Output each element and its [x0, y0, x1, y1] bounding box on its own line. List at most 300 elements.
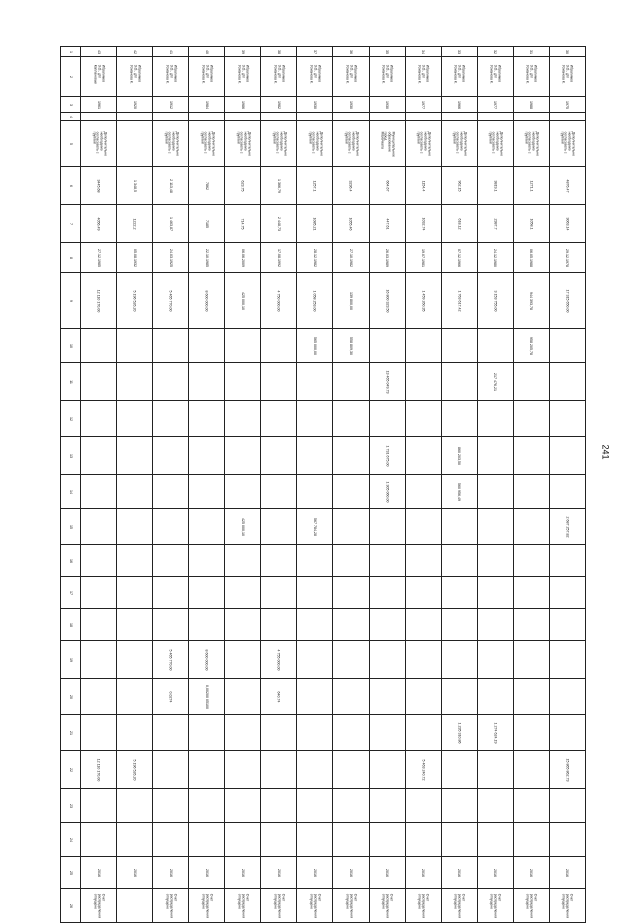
- table-cell: [81, 167, 117, 205]
- field-row-25: [61, 857, 586, 889]
- table-cell: [441, 475, 477, 509]
- table-cell: [441, 609, 477, 641]
- table-cell: [261, 577, 297, 609]
- table-cell: [81, 823, 117, 857]
- table-cell: [549, 889, 585, 923]
- table-cell: [297, 121, 333, 167]
- cell-value-desc: Дополнительно необходимо согласовать с группой: [560, 131, 576, 156]
- table-cell: [513, 679, 549, 715]
- table-cell: [225, 475, 261, 509]
- table-cell: [225, 789, 261, 823]
- column-number-cell: [61, 363, 81, 401]
- table-cell: [297, 243, 333, 273]
- table-cell: [153, 205, 189, 243]
- cell-value-c9: 16 800 323,50: [385, 289, 390, 312]
- table-cell: [81, 121, 117, 167]
- table-cell: [261, 97, 297, 113]
- table-cell: [513, 205, 549, 243]
- table-cell: [297, 545, 333, 577]
- table-cell: [369, 789, 405, 823]
- column-number: 23: [68, 803, 73, 808]
- table-cell: [549, 401, 585, 437]
- table-cell: [297, 823, 333, 857]
- table-cell: [189, 509, 225, 545]
- table-cell: [477, 889, 513, 923]
- table-cell: [513, 475, 549, 509]
- cell-value-c26: Счет распределения отпущено: [562, 893, 575, 918]
- table-cell: [189, 641, 225, 679]
- cell-value-c25: 2016: [168, 868, 173, 877]
- cell-value-c6: 1 366,79: [276, 178, 281, 193]
- cell-value-c8: 24.12.1980: [493, 248, 498, 267]
- cell-value-c9: 8 600 000,00: [204, 290, 209, 311]
- column-number-cell: [61, 47, 81, 57]
- table-cell: [405, 751, 441, 789]
- table-cell: [405, 857, 441, 889]
- cell-value-c9: 3 153 755,00: [493, 290, 498, 311]
- table-cell: [225, 751, 261, 789]
- table-cell: [153, 273, 189, 329]
- table-cell: [225, 823, 261, 857]
- cell-value-year: 1977: [493, 100, 498, 109]
- table-cell: [81, 273, 117, 329]
- cell-value-c26: Счет распределения отпущено: [382, 893, 394, 918]
- cell-value-c19: 5 465 770,00: [168, 649, 173, 670]
- cell-value-c8: 24.03.1925: [168, 248, 173, 267]
- table-cell: [297, 437, 333, 475]
- table-cell: [513, 823, 549, 857]
- table-cell: [297, 609, 333, 641]
- field-row-7: [61, 205, 586, 243]
- table-cell: [549, 857, 585, 889]
- column-number-cell: [61, 577, 81, 609]
- cell-value-name: Ибрагимов З.О., д/л Усманова К.: [526, 64, 538, 84]
- table-cell: [81, 475, 117, 509]
- table-cell: [225, 205, 261, 243]
- table-cell: [117, 715, 153, 751]
- table-cell: [153, 363, 189, 401]
- table-cell: [405, 889, 441, 923]
- table-cell: [153, 437, 189, 475]
- table-cell: [81, 641, 117, 679]
- table-cell: [189, 401, 225, 437]
- table-cell: [405, 715, 441, 751]
- cell-value-c7: 2 448,73: [276, 216, 281, 231]
- cell-value-c9: 1 058 253,00: [312, 290, 317, 311]
- cell-value-c15: 567 784,28: [312, 517, 317, 536]
- table-cell: [153, 113, 189, 121]
- table-cell: [405, 577, 441, 609]
- cell-value-year: 1986: [240, 100, 245, 109]
- table-cell: [369, 475, 405, 509]
- cell-value-name: Ибрагимов З.О., д/л Усманова К.: [562, 64, 575, 84]
- cell-value-c6: 3445,68: [96, 179, 101, 192]
- table-cell: [333, 679, 369, 715]
- table-cell: [81, 57, 117, 97]
- table-cell: [225, 509, 261, 545]
- table-cell: [153, 167, 189, 205]
- table-cell: [549, 167, 585, 205]
- table-cell: [189, 205, 225, 243]
- table-cell: [153, 889, 189, 923]
- table-cell: [261, 329, 297, 363]
- cell-value-c20: 640,74: [276, 691, 281, 702]
- table-cell: [225, 401, 261, 437]
- table-cell: [225, 545, 261, 577]
- cell-value-year: 1930: [312, 100, 317, 109]
- cell-value-desc: Дополнительно необходимо согласовать с группой: [452, 131, 468, 156]
- cell-value-year: 1912: [168, 100, 173, 109]
- table-cell: [117, 437, 153, 475]
- table-cell: [549, 545, 585, 577]
- column-number: 7: [68, 222, 73, 225]
- table-cell: [261, 789, 297, 823]
- table-cell: [369, 401, 405, 437]
- table-cell: [477, 679, 513, 715]
- field-row-14: [61, 475, 586, 509]
- cell-value-c25: 2016: [96, 868, 101, 877]
- cell-value-name: Ибрагимов З.О., д/л Каплановых: [93, 64, 106, 84]
- table-cell: [225, 121, 261, 167]
- cell-value-year: 1977: [421, 100, 426, 109]
- table-cell: [333, 751, 369, 789]
- cell-value-desc: Дополнительно необходимо согласовать с группой: [163, 131, 180, 156]
- cell-value-desc: Дополнительно необходимо согласовать с группой: [416, 131, 432, 156]
- cell-value-desc: Дополнительно необходимо согласовать с группой: [199, 131, 216, 156]
- cell-value-c25: 2016: [565, 868, 570, 877]
- table-cell: [189, 243, 225, 273]
- table-cell: [81, 577, 117, 609]
- cell-value-desc: Дополнительно необходимо согласовать с группой: [488, 131, 504, 156]
- table-cell: [117, 121, 153, 167]
- field-row-17: [61, 577, 586, 609]
- table-cell: [333, 113, 369, 121]
- table-cell: [117, 167, 153, 205]
- table-cell: [369, 509, 405, 545]
- cell-value-c26: Счет распределения отпущено: [490, 893, 502, 918]
- field-row-12: [61, 401, 586, 437]
- cell-value-name: Ибрагимов З.О., д/л Усманова К.: [490, 64, 502, 84]
- table-cell: [117, 545, 153, 577]
- field-row-23: [61, 789, 586, 823]
- cell-value-name: Ибрагимов З.О., д/л Усманова К.: [273, 64, 286, 84]
- cell-value-desc: Дополнительно необходимо согласовать с группой: [272, 131, 288, 156]
- column-number: 22: [68, 767, 73, 772]
- table-cell: [333, 47, 369, 57]
- table-cell: [549, 329, 585, 363]
- table-cell: [81, 437, 117, 475]
- table-cell: [117, 577, 153, 609]
- column-number: 12: [68, 416, 73, 421]
- table-cell: [297, 401, 333, 437]
- table-cell: [225, 167, 261, 205]
- table-cell: [81, 751, 117, 789]
- cell-value-name: Ибрагимов З.О., д/л Усманова К.: [454, 64, 466, 84]
- table-cell: [261, 363, 297, 401]
- column-number-cell: [61, 121, 81, 167]
- table-cell: [333, 857, 369, 889]
- table-cell: [513, 577, 549, 609]
- cell-value-name: Ибрагимов З.О., д/л Усманова К.: [310, 64, 322, 84]
- field-row-3: [61, 97, 586, 113]
- table-cell: [333, 577, 369, 609]
- table-cell: [117, 475, 153, 509]
- cell-value-c7: 3063,14: [565, 217, 570, 230]
- cell-value-name: Ибрагимов З.О., д/л Усманова К.: [382, 64, 394, 84]
- table-cell: [153, 577, 189, 609]
- table-cell: [549, 97, 585, 113]
- cell-value-year: 1984: [204, 100, 209, 109]
- table-cell: [549, 243, 585, 273]
- cell-value-no: 33: [457, 49, 462, 54]
- table-cell: [513, 121, 549, 167]
- table-cell: [405, 121, 441, 167]
- table-cell: [477, 789, 513, 823]
- field-row-22: [61, 751, 586, 789]
- table-cell: [513, 329, 549, 363]
- table-cell: [297, 751, 333, 789]
- cell-value-c6: 1 348,5: [132, 179, 137, 192]
- table-cell: [477, 113, 513, 121]
- table-cell: [297, 329, 333, 363]
- table-cell: [297, 47, 333, 57]
- table-cell: [369, 113, 405, 121]
- cell-value-c22: 12 110 170,00: [96, 758, 101, 781]
- cell-value-c25: 2016: [312, 868, 317, 877]
- table-cell: [477, 437, 513, 475]
- data-table: [60, 46, 586, 923]
- table-cell: [549, 273, 585, 329]
- cell-value-c7: 1222,2: [132, 218, 137, 229]
- table-cell: [441, 679, 477, 715]
- table-cell: [333, 889, 369, 923]
- table-cell: [117, 889, 153, 923]
- cell-value-no: 32: [493, 49, 498, 54]
- table-cell: [369, 121, 405, 167]
- table-cell: [261, 475, 297, 509]
- cell-value-no: 30: [565, 49, 570, 54]
- table-cell: [369, 857, 405, 889]
- table-cell: [297, 641, 333, 679]
- cell-value-c8: 06.05.1988: [529, 248, 534, 267]
- table-cell: [153, 401, 189, 437]
- cell-value-c11: 13 465 049,73: [385, 370, 390, 393]
- table-cell: [333, 57, 369, 97]
- table-cell: [189, 363, 225, 401]
- table-cell: [261, 57, 297, 97]
- table-cell: [405, 47, 441, 57]
- table-cell: [441, 121, 477, 167]
- table-cell: [513, 437, 549, 475]
- table-cell: [297, 679, 333, 715]
- table-cell: [369, 823, 405, 857]
- table-cell: [153, 329, 189, 363]
- table-cell: [225, 47, 261, 57]
- cell-value-c26: Счет распределения отпущено: [165, 893, 178, 918]
- table-cell: [441, 889, 477, 923]
- table-cell: [369, 273, 405, 329]
- table-cell: [513, 363, 549, 401]
- cell-value-desc: Дополнительно необходимо согласовать с группой: [308, 131, 324, 156]
- table-cell: [261, 889, 297, 923]
- table-cell: [441, 751, 477, 789]
- cell-value-c14: 560 956,49: [457, 482, 462, 501]
- table-cell: [189, 577, 225, 609]
- table-cell: [333, 243, 369, 273]
- cell-value-c7: 1 463,87: [168, 216, 173, 231]
- column-number: 4: [68, 115, 73, 118]
- cell-value-c25: 2016: [493, 868, 498, 877]
- table-cell: [477, 751, 513, 789]
- cell-value-c9: 12 110 170,00: [96, 289, 101, 312]
- table-cell: [297, 97, 333, 113]
- cell-value-c26: Счет распределения отпущено: [310, 893, 322, 918]
- cell-value-desc: Дополнительно необходимо согласовать с группой: [91, 131, 108, 156]
- table-cell: [225, 437, 261, 475]
- field-row-10: [61, 329, 586, 363]
- column-number-cell: [61, 167, 81, 205]
- field-row-16: [61, 545, 586, 577]
- table-cell: [441, 789, 477, 823]
- cell-value-name: Ибрагимов З.О., д/л Усманова К.: [346, 64, 358, 84]
- cell-value-c9: 17 315 650,00: [565, 289, 570, 312]
- table-cell: [405, 205, 441, 243]
- table-cell: [333, 437, 369, 475]
- table-cell: [297, 113, 333, 121]
- table-cell: [189, 789, 225, 823]
- page-number: 241: [601, 444, 611, 460]
- table-cell: [477, 715, 513, 751]
- cell-value-c21: 1 235 310,86: [457, 722, 462, 743]
- table-cell: [153, 857, 189, 889]
- cell-value-c8: 26.03.1989: [385, 248, 390, 267]
- table-cell: [81, 401, 117, 437]
- table-cell: [333, 273, 369, 329]
- table-cell: [261, 609, 297, 641]
- cell-value-c9: 425 000,10: [240, 291, 245, 310]
- cell-value-name: Ибрагимов З.О., д/л Усманова К.: [237, 64, 250, 84]
- table-cell: [261, 509, 297, 545]
- table-cell: [189, 273, 225, 329]
- table-cell: [189, 167, 225, 205]
- table-cell: [81, 609, 117, 641]
- table-cell: [261, 113, 297, 121]
- table-cell: [81, 509, 117, 545]
- table-cell: [513, 243, 549, 273]
- table-cell: [117, 609, 153, 641]
- table-cell: [513, 167, 549, 205]
- table-cell: [297, 789, 333, 823]
- cell-value-no: 40: [204, 49, 209, 54]
- column-number-cell: [61, 715, 81, 751]
- table-cell: [153, 97, 189, 113]
- table-cell: [369, 329, 405, 363]
- table-cell: [261, 679, 297, 715]
- table-cell: [369, 205, 405, 243]
- table-cell: [81, 113, 117, 121]
- table-cell: [189, 437, 225, 475]
- table-cell: [441, 47, 477, 57]
- cell-value-c22: 5 196 526,20: [132, 759, 137, 780]
- cell-value-c14: 1 305 060,00: [385, 481, 390, 502]
- table-cell: [261, 205, 297, 243]
- column-number: 20: [68, 694, 73, 699]
- table-cell: [153, 641, 189, 679]
- table-cell: [153, 47, 189, 57]
- table-cell: [117, 823, 153, 857]
- table-cell: [441, 97, 477, 113]
- field-row-4: [61, 113, 586, 121]
- table-cell: [477, 47, 513, 57]
- table-cell: [513, 789, 549, 823]
- table-cell: [477, 167, 513, 205]
- cell-value-c7: 2387,7: [493, 218, 498, 229]
- table-cell: [189, 121, 225, 167]
- table-cell: [549, 789, 585, 823]
- table-cell: [297, 475, 333, 509]
- table-cell: [441, 577, 477, 609]
- table-cell: [333, 97, 369, 113]
- table-cell: [225, 715, 261, 751]
- cell-value-c15: 425 000,10: [240, 517, 245, 536]
- table-cell: [369, 577, 405, 609]
- field-row-1: [61, 47, 586, 57]
- table-cell: [513, 113, 549, 121]
- table-cell: [369, 363, 405, 401]
- cell-value-year: 1930: [348, 100, 353, 109]
- table-cell: [225, 889, 261, 923]
- cell-value-c8: 05.08.1932: [132, 248, 137, 267]
- table-cell: [81, 857, 117, 889]
- table-cell: [189, 475, 225, 509]
- table-cell: [477, 577, 513, 609]
- table-cell: [153, 789, 189, 823]
- table-cell: [153, 545, 189, 577]
- table-cell: [441, 57, 477, 97]
- table-cell: [117, 329, 153, 363]
- cell-value-c9: 4 750 000,00: [276, 290, 281, 311]
- table-cell: [261, 47, 297, 57]
- table-cell: [369, 243, 405, 273]
- table-cell: [369, 641, 405, 679]
- cell-value-c10: 558 809,30: [348, 336, 353, 355]
- cell-value-c19: 4 755 000,00: [276, 649, 281, 670]
- column-number: 2: [68, 75, 73, 78]
- cell-value-c26: Счет распределения отпущено: [346, 893, 358, 918]
- table-cell: [441, 401, 477, 437]
- table-cell: [549, 475, 585, 509]
- table-cell: [441, 641, 477, 679]
- table-cell: [117, 97, 153, 113]
- table-cell: [189, 889, 225, 923]
- column-number: 14: [68, 489, 73, 494]
- table-cell: [189, 97, 225, 113]
- cell-value-c19: 8 600 000,00: [204, 649, 209, 670]
- column-number-cell: [61, 789, 81, 823]
- cell-value-no: 42: [132, 49, 137, 54]
- table-cell: [405, 545, 441, 577]
- table-cell: [81, 715, 117, 751]
- table-cell: [405, 679, 441, 715]
- cell-value-c10: 565 000,00: [312, 336, 317, 355]
- table-cell: [117, 789, 153, 823]
- cell-value-c9: 5 196 526,20: [132, 290, 137, 311]
- cell-value-c6: 1154,4: [421, 180, 426, 191]
- table-cell: [369, 167, 405, 205]
- cell-value-c7: 7185: [204, 219, 209, 228]
- table-cell: [549, 121, 585, 167]
- table-cell: [297, 857, 333, 889]
